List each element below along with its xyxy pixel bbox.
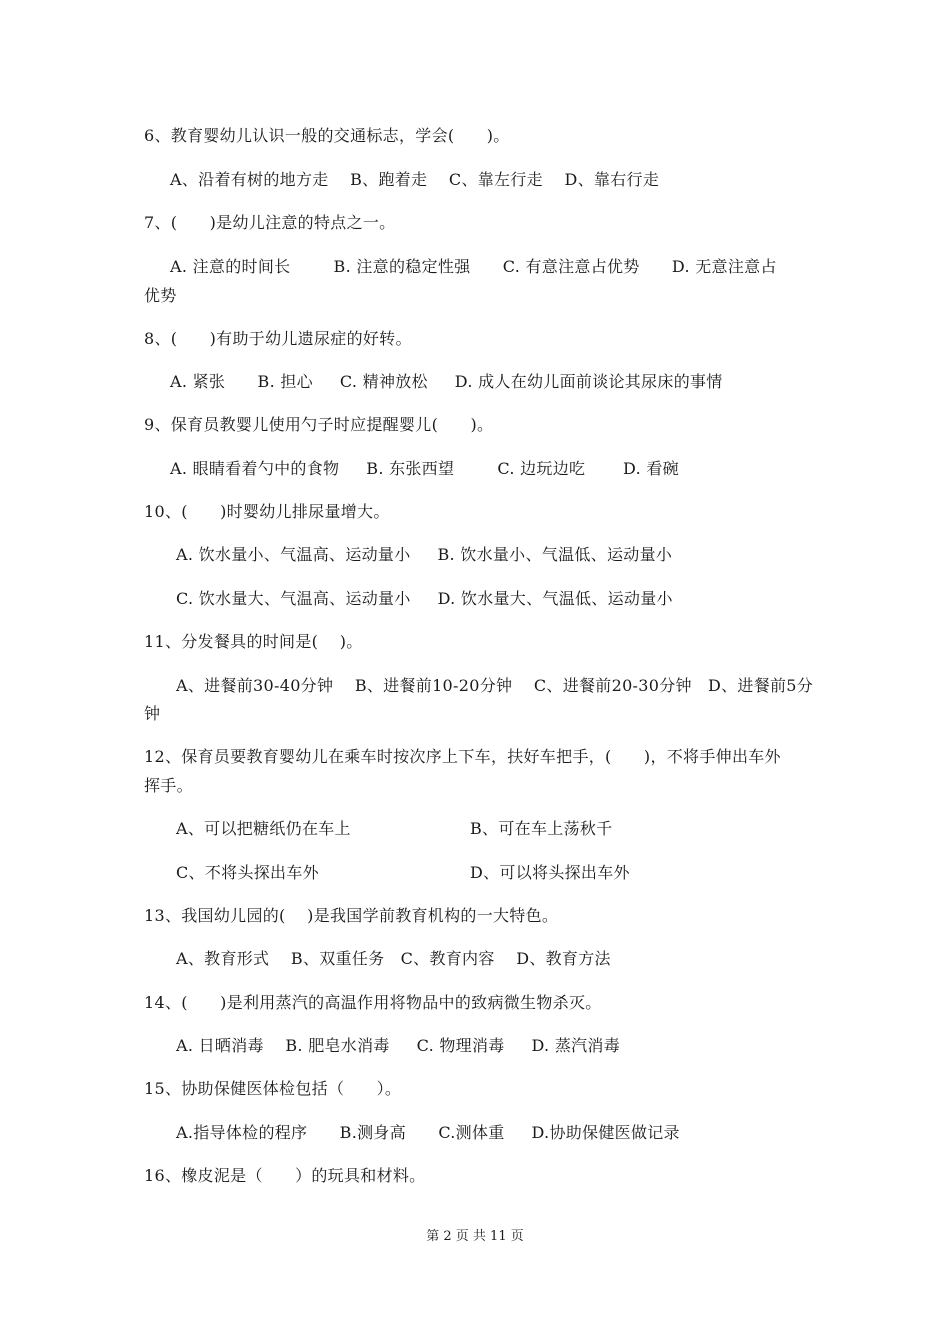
question-12-option-a: A、可以把糖纸仍在车上: [176, 819, 351, 838]
question-11-stem: 11、分发餐具的时间是( )。: [144, 632, 363, 651]
question-12-stem: 12、保育员要教育婴幼儿在乘车时按次序上下车，扶好车把手，( )，不将手伸出车外: [144, 747, 781, 766]
question-10-options-row1: A. 饮水量小、气温高、运动量小 B. 饮水量小、气温低、运动量小: [176, 545, 673, 564]
question-10-options-row2: C. 饮水量大、气温高、运动量小 D. 饮水量大、气温低、运动量小: [176, 589, 673, 608]
question-7-options: A. 注意的时间长 B. 注意的稳定性强 C. 有意注意占优势 D. 无意注意占: [170, 257, 777, 276]
question-12-option-b: B、可在车上荡秋千: [470, 819, 613, 838]
question-11-options-continued: 钟: [144, 704, 161, 723]
question-9-stem: 9、保育员教婴儿使用勺子时应提醒婴儿( )。: [144, 415, 494, 434]
question-8-stem: 8、( )有助于幼儿遗尿症的好转。: [144, 329, 412, 348]
page-number-footer: 第 2 页 共 11 页: [426, 1229, 524, 1244]
question-7-stem: 7、( )是幼儿注意的特点之一。: [144, 213, 396, 232]
question-12-option-c: C、不将头探出车外: [176, 863, 319, 882]
question-10-stem: 10、( )时婴幼儿排尿量增大。: [144, 502, 390, 521]
question-8-options: A. 紧张 B. 担心 C. 精神放松 D. 成人在幼儿面前谈论其尿床的事情: [170, 372, 723, 391]
question-13-options: A、教育形式 B、双重任务 C、教育内容 D、教育方法: [176, 949, 611, 968]
question-6-options: A、沿着有树的地方走 B、跑着走 C、靠左行走 D、靠右行走: [170, 170, 660, 189]
question-11-options: A、进餐前30-40分钟 B、进餐前10-20分钟 C、进餐前20-30分钟 D、进餐前5分: [176, 676, 814, 695]
question-9-options: A. 眼睛看着勺中的食物 B. 东张西望 C. 边玩边吃 D. 看碗: [170, 459, 679, 478]
question-14-stem: 14、( )是利用蒸汽的高温作用将物品中的致病微生物杀灭。: [144, 993, 602, 1012]
question-13-stem: 13、我国幼儿园的( )是我国学前教育机构的一大特色。: [144, 906, 559, 925]
question-14-options: A. 日晒消毒 B. 肥皂水消毒 C. 物理消毒 D. 蒸汽消毒: [176, 1036, 621, 1055]
question-6-stem: 6、教育婴幼儿认识一般的交通标志，学会( )。: [144, 126, 510, 145]
question-7-options-continued: 优势: [144, 286, 177, 305]
question-15-options: A.指导体检的程序 B.测身高 C.测体重 D.协助保健医做记录: [176, 1123, 680, 1142]
question-16-stem: 16、橡皮泥是（ ）的玩具和材料。: [144, 1166, 426, 1185]
question-12-option-d: D、可以将头探出车外: [470, 863, 630, 882]
question-15-stem: 15、协助保健医体检包括（ ）。: [144, 1079, 402, 1098]
question-12-stem-continued: 挥手。: [144, 776, 193, 795]
